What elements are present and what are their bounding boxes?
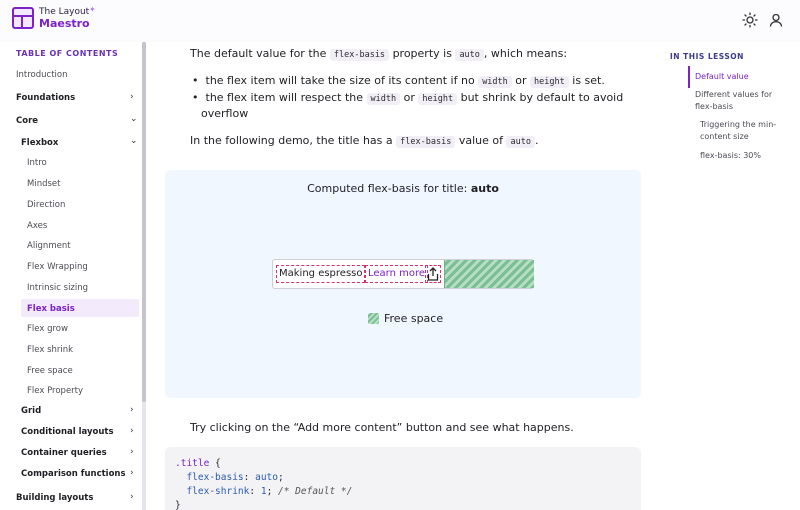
lesson-toc-different-values[interactable]: Different values for flex-basis	[695, 90, 773, 111]
sidebar-item-flex-property[interactable]: Flex Property	[27, 386, 84, 396]
sidebar-item-free-space[interactable]: Free space	[27, 366, 73, 376]
bullet-2: • the flex item will respect the width or height but shrink by default to avoid	[192, 91, 624, 104]
chevron-right-icon[interactable]: ›	[130, 492, 134, 502]
bullet-1: • the flex item will take the size of its content if no width or height is set.	[192, 74, 605, 87]
sidebar-item-flex-wrapping[interactable]: Flex Wrapping	[27, 262, 88, 272]
demo-legend	[368, 312, 443, 325]
logo-line1: The Layout	[39, 7, 90, 17]
code-block: .title { flex-basis: auto; flex-shrink: 1; /* Default */ }	[165, 447, 641, 510]
bullet-dot: •	[192, 91, 202, 104]
sparkle-icon: ✦	[89, 5, 96, 14]
lesson-toc-flex-basis-30[interactable]: flex-basis: 30%	[700, 151, 761, 160]
bullet-dot: •	[192, 74, 202, 87]
lesson-toc-triggering-min-content[interactable]: Triggering the min- content size	[700, 120, 777, 141]
legend-label: Free space	[384, 312, 444, 325]
lesson-toc-active-indicator	[688, 66, 690, 88]
sidebar-item-intrinsic-sizing[interactable]: Intrinsic sizing	[27, 283, 89, 293]
lesson-toc-default-value[interactable]: Default value	[695, 72, 749, 81]
toc-title: TABLE OF CONTENTS	[16, 49, 119, 58]
learn-more-link[interactable]: Learn more	[365, 265, 428, 283]
chevron-down-icon[interactable]: ⌄	[130, 136, 138, 146]
chevron-right-icon[interactable]: ›	[130, 468, 134, 478]
site-header	[0, 0, 800, 42]
sidebar-item-alignment[interactable]: Alignment	[27, 241, 71, 251]
sidebar-item-introduction[interactable]: Introduction	[16, 70, 68, 80]
site-logo[interactable]	[12, 5, 96, 30]
sidebar-item-direction[interactable]: Direction	[27, 200, 66, 210]
sidebar-item-building-layouts[interactable]: Building layouts	[16, 493, 94, 503]
demo-title: Computed flex-basis for title: auto	[307, 182, 499, 195]
layout-logo-icon	[12, 7, 34, 29]
sidebar-item-comparison-functions[interactable]: Comparison functions	[21, 469, 126, 479]
chevron-right-icon[interactable]: ›	[130, 426, 134, 436]
sidebar-item-flex-shrink[interactable]: Flex shrink	[27, 345, 74, 355]
sidebar-item-axes[interactable]: Axes	[27, 221, 48, 231]
sidebar-item-mindset[interactable]: Mindset	[27, 179, 61, 189]
flex-basis-demo	[165, 170, 641, 398]
sidebar-scrollbar[interactable]	[142, 42, 146, 510]
sidebar-item-flex-grow[interactable]: Flex grow	[27, 324, 68, 334]
sidebar-item-flex-basis[interactable]: Flex basis	[27, 304, 75, 314]
sidebar-item-flexbox[interactable]: Flexbox	[21, 138, 59, 148]
theme-toggle-icon[interactable]	[742, 12, 758, 28]
computed-value: auto	[470, 182, 499, 195]
flex-item-title: Making espresso	[276, 265, 365, 283]
logo-line2: Maestro	[39, 17, 90, 30]
lesson-toc-title: IN THIS LESSON	[670, 52, 744, 61]
free-space-swatch	[368, 313, 379, 324]
sidebar-item-conditional-layouts[interactable]: Conditional layouts	[21, 427, 114, 437]
chevron-right-icon[interactable]: ›	[130, 92, 134, 102]
sidebar-item-grid[interactable]: Grid	[21, 406, 42, 416]
chevron-right-icon[interactable]: ›	[130, 447, 134, 457]
bullet-2-continued: overflow	[201, 107, 249, 120]
sidebar-item-core[interactable]: Core	[16, 116, 39, 126]
instruction-paragraph: Try clicking on the “Add more content” button and see what happens.	[190, 421, 574, 434]
account-icon[interactable]	[768, 12, 784, 28]
sidebar	[0, 42, 147, 510]
share-icon[interactable]	[425, 265, 441, 283]
flex-container	[272, 259, 534, 289]
sidebar-item-container-queries[interactable]: Container queries	[21, 448, 107, 458]
intro-paragraph: The default value for the flex-basis property is auto , which means:	[190, 47, 568, 60]
free-space-area	[444, 260, 534, 288]
chevron-right-icon[interactable]: ›	[130, 405, 134, 415]
chevron-down-icon[interactable]: ⌄	[130, 114, 138, 124]
sidebar-item-intro[interactable]: Intro	[27, 158, 47, 168]
demo-intro-paragraph: In the following demo, the title has a flex-basis value of auto .	[190, 134, 539, 147]
sidebar-item-foundations[interactable]: Foundations	[16, 93, 76, 103]
